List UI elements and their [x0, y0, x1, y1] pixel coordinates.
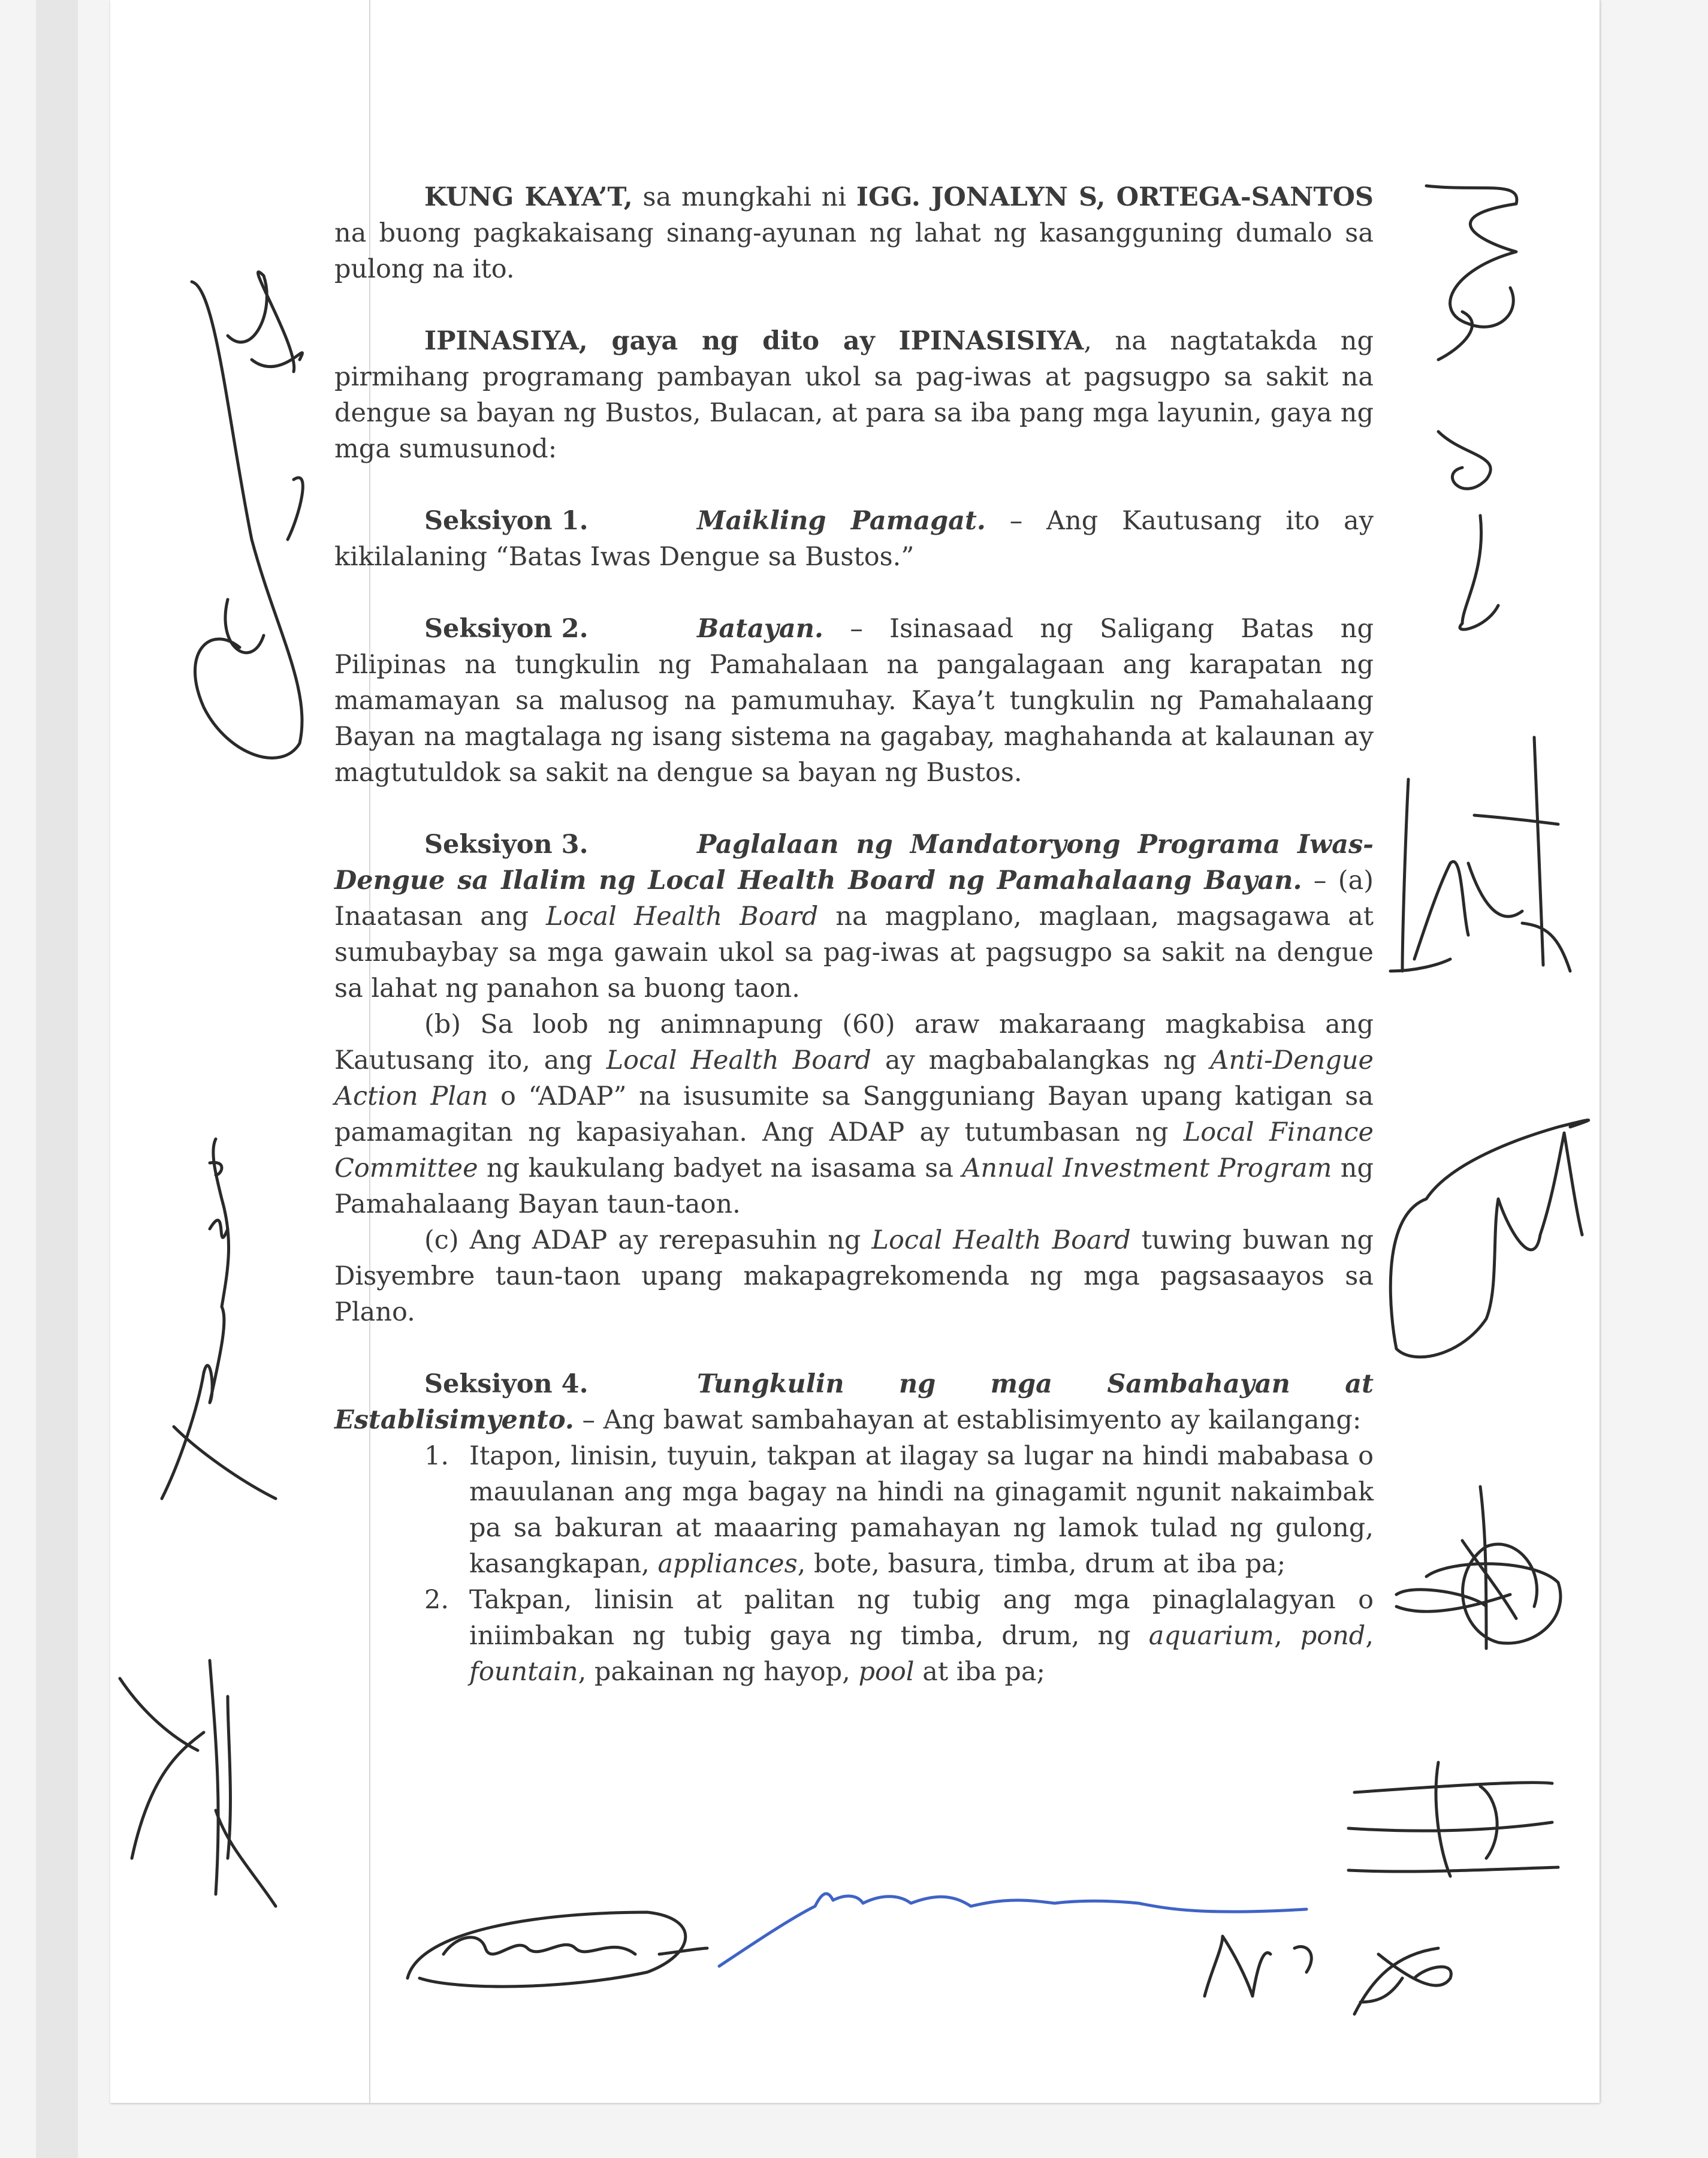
section-text: – (a) Inaatasan ang: [334, 866, 1374, 932]
section-text: – Isinasaad ng Saligang Batas ng Pilipinas na tungkulin ng Pamahalaan na pangalagaan ang karapatan ng mamamayan sa malusog na pamumuhay. Kaya’t tungkulin ng Pamahalaang Bayan na magtalaga ng isang sistema na gagabay, maghahanda at kalaunan ay magtutuldok sa sakit na dengue sa bayan ng Bustos.: [334, 614, 1374, 788]
section-text: ng Pamahalaang Bayan taun-taon.: [334, 1153, 1374, 1219]
section-title: Maikling Pamagat.: [697, 506, 986, 536]
italic-term: Local Finance Committee: [334, 1117, 1374, 1183]
list-text: at iba pa;: [914, 1657, 1046, 1687]
list-text: Takpan, linisin at palitan ng tubig ang mga pinaglalagyan o iniimbakan ng tubig gaya ng timba, drum, ng: [469, 1585, 1374, 1651]
section-text: – Ang Kautusang ito ay kikilalaning “Batas Iwas Dengue sa Bustos.”: [334, 506, 1374, 572]
signature-right-vertical: [1426, 186, 1517, 629]
italic-term: aquarium: [1148, 1621, 1274, 1651]
section-label: Seksiyon 1.: [424, 506, 589, 536]
signature-left-middle: [162, 1139, 276, 1499]
section-text: ng kaukulang badyet na isasama sa: [478, 1153, 962, 1183]
list-text: ,: [1274, 1621, 1300, 1651]
signature-right-bottom: [1348, 1762, 1558, 1876]
italic-term: Anti-Dengue Action Plan: [334, 1045, 1374, 1111]
section-text: tuwing buwan ng Disyembre taun-taon upang makapagrekomenda ng mga pagsasaayos sa Plano.: [334, 1225, 1374, 1327]
resolution-lead: IPINASIYA, gaya ng dito ay IPINASISIYA: [424, 326, 1084, 356]
italic-term: appliances: [657, 1549, 798, 1579]
list-number: 1.: [424, 1441, 449, 1471]
preamble-text: na buong pagkakaisang sinang-ayunan ng lahat ng kasangguning dumalo sa pulong na ito.: [334, 218, 1374, 284]
resolution-text: , na nagtatakda ng pirmihang programang pambayan ukol sa pag-iwas at pagsugpo sa sakit na dengue sa bayan ng Bustos, Bulacan, at para sa iba pang mga layunin, gaya ng mga sumusunod:: [334, 326, 1374, 464]
italic-term: pond: [1300, 1621, 1366, 1651]
section-text: o “ADAP” na isusumite sa Sangguniang Bayan upang katigan sa pamamagitan ng kapasiyahan. Ang ADAP ay tutumbasan ng: [334, 1081, 1374, 1147]
signature-right-middle: [1390, 737, 1570, 971]
section-label: Seksiyon 3.: [424, 830, 589, 860]
signature-bottom-left-oval: [408, 1912, 707, 1987]
italic-term: Annual Investment Program: [962, 1153, 1332, 1183]
section-text: (b) Sa loob ng animnapung (60) araw makaraang magkabisa ang Kautusang ito, ang: [334, 1009, 1374, 1075]
section-text: – Ang bawat sambahayan at establisimyento ay kailangang:: [574, 1405, 1362, 1435]
section-text: na magplano, maglaan, magsagawa at sumubaybay sa mga gawain ukol sa pag-iwas at pagsugpo sa sakit na dengue sa lahat ng panahon sa buong taon.: [334, 902, 1374, 1003]
section-title: Tungkulin ng mga Sambahayan at Establisimyento.: [334, 1369, 1374, 1435]
italic-term: Local Health Board: [871, 1225, 1131, 1255]
italic-term: Local Health Board: [546, 902, 819, 932]
section-text: ay magbabalangkas ng: [871, 1045, 1211, 1075]
signature-right-loops: [1396, 1487, 1561, 1648]
section-text: (c) Ang ADAP ay rerepasuhin ng: [424, 1225, 872, 1255]
list-text: , bote, basura, timba, drum at iba pa;: [797, 1549, 1286, 1579]
list-text: Itapon, linisin, tuyuin, takpan at ilagay sa lugar na hindi mababasa o mauulanan ang mga bagay na hindi na ginagamit ngunit nakaimbak pa sa bakuran at maaaring pamahayan ng lamok tulad ng gulong, kasangkapan,: [469, 1441, 1374, 1579]
italic-term: pool: [858, 1657, 915, 1687]
section-label: Seksiyon 4.: [424, 1369, 589, 1399]
preamble-text: sa mungkahi ni: [632, 182, 856, 212]
signature-left-top: [192, 272, 303, 758]
italic-term: fountain: [469, 1657, 578, 1687]
list-text: , pakainan ng hayop,: [578, 1657, 859, 1687]
preamble-lead: KUNG KAYA’T,: [424, 182, 633, 212]
councilor-name: IGG. JONALYN S, ORTEGA-SANTOS: [856, 182, 1374, 212]
section-title: Batayan.: [697, 614, 824, 644]
list-text: ,: [1365, 1621, 1374, 1651]
section-title: Paglalaan ng Mandatoryong Programa Iwas-Dengue sa Ilalim ng Local Health Board ng Pamahalaang Bayan.: [334, 830, 1374, 896]
italic-term: Local Health Board: [606, 1045, 871, 1075]
list-number: 2.: [424, 1585, 449, 1615]
signature-left-bottom: [120, 1660, 276, 1906]
signature-bottom-right: [1205, 1936, 1451, 2014]
section-label: Seksiyon 2.: [424, 614, 589, 644]
signature-right-c: [1390, 1120, 1588, 1357]
